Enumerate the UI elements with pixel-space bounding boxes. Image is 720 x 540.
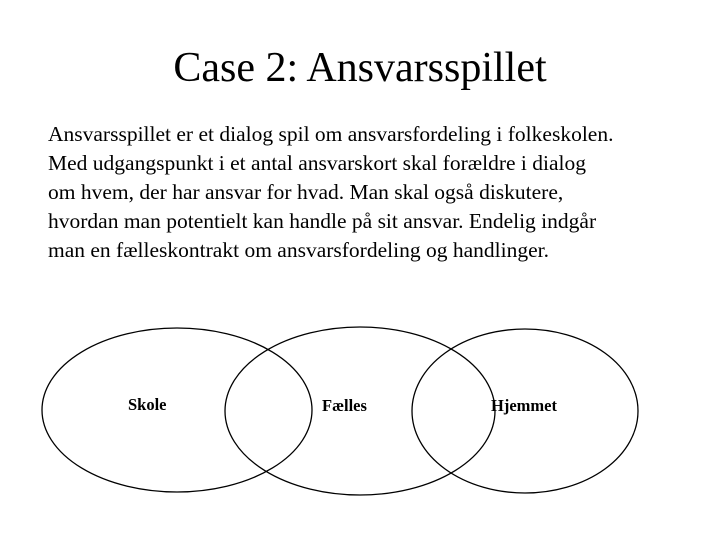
body-line: om hvem, der har ansvar for hvad. Man skal også diskutere, (48, 180, 564, 204)
body-line: man en fælleskontrakt om ansvarsfordeling og handlinger. (48, 238, 549, 262)
venn-diagram (0, 300, 720, 540)
venn-label-skole: Skole (128, 395, 167, 414)
body-line: hvordan man potentielt kan handle på sit ansvar. Endelig indgår (48, 209, 597, 233)
venn-circle-skole (42, 328, 312, 492)
body-line: Ansvarsspillet er et dialog spil om ansvarsfordeling i folkeskolen. (48, 122, 614, 146)
body-line: Med udgangspunkt i et antal ansvarskort skal forældre i dialog (48, 151, 586, 175)
slide-body-text (48, 120, 698, 265)
venn-label-faelles: Fælles (322, 396, 367, 415)
slide-title: Case 2: Ansvarsspillet (173, 45, 547, 91)
venn-label-hjemmet: Hjemmet (491, 396, 557, 415)
